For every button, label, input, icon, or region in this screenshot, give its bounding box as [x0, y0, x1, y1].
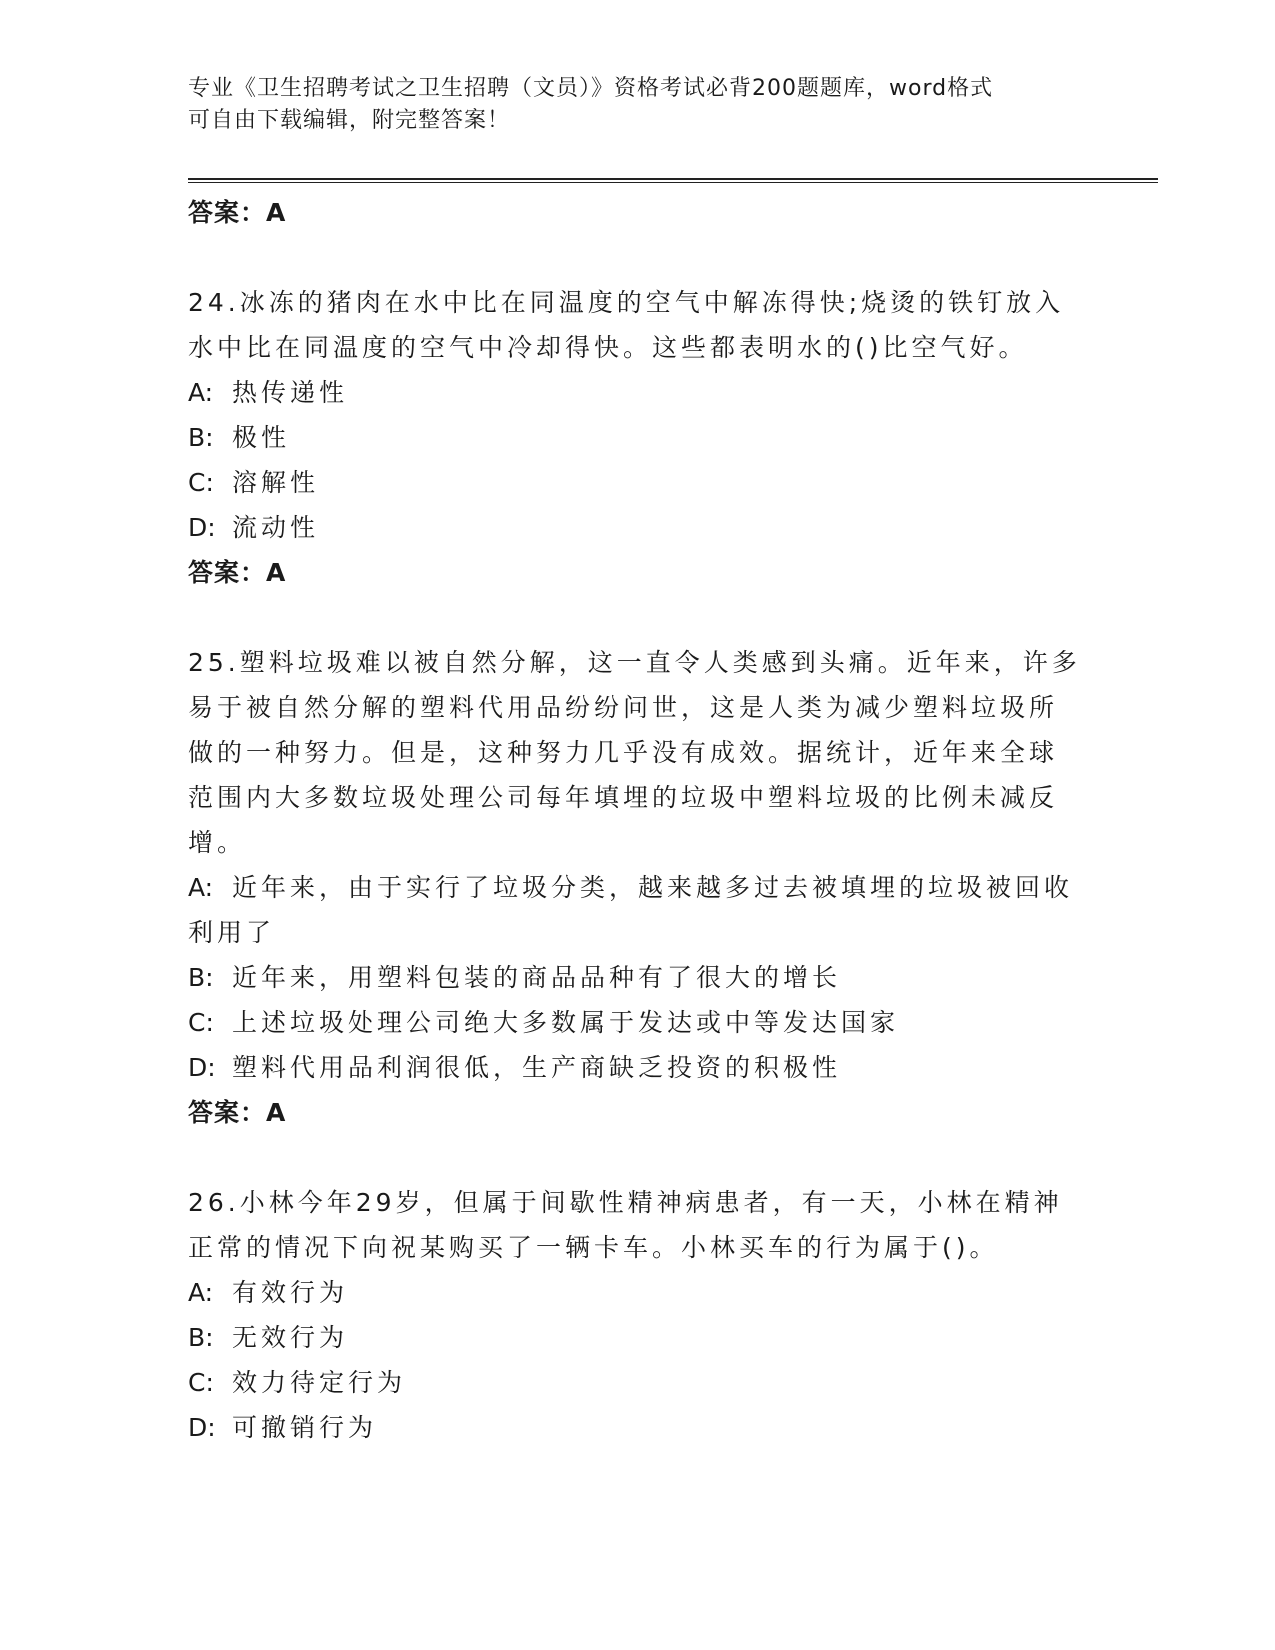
question-25 — [188, 640, 1081, 1135]
option-key: B: — [188, 423, 214, 452]
option-c — [188, 460, 1068, 505]
option-text: 效力待定行为 — [232, 1368, 407, 1397]
option-b — [188, 415, 1068, 460]
spacer — [188, 235, 1068, 280]
option-b — [188, 1315, 1068, 1360]
spacer — [188, 1135, 1068, 1180]
option-d — [188, 505, 1068, 550]
answer-q25: 答案：A — [188, 1098, 287, 1127]
option-text: 极性 — [232, 423, 291, 452]
option-text-continued: 利用了 — [188, 918, 276, 947]
spacer — [188, 595, 1068, 640]
header-title-line-2: 可自由下载编辑，附完整答案！ — [188, 108, 511, 133]
option-key: C: — [188, 468, 214, 497]
question-26 — [188, 1180, 1068, 1450]
answer-q24: 答案：A — [188, 558, 287, 587]
option-key: D: — [188, 513, 216, 542]
option-b — [188, 955, 1068, 1000]
option-key: D: — [188, 1053, 216, 1082]
document-header — [188, 73, 1068, 137]
option-a — [188, 1270, 1068, 1315]
question-line: 易于被自然分解的塑料代用品纷纷问世，这是人类为减少塑料垃圾所 — [188, 693, 1059, 722]
question-24-text — [188, 280, 1068, 370]
option-c — [188, 1360, 1068, 1405]
option-key: A: — [188, 873, 214, 902]
header-divider — [188, 178, 1158, 183]
question-line: 25.塑料垃圾难以被自然分解，这一直令人类感到头痛。近年来，许多 — [188, 648, 1081, 677]
question-line: 增。 — [188, 828, 247, 857]
option-a — [188, 865, 1074, 955]
option-text: 溶解性 — [232, 468, 320, 497]
option-c — [188, 1000, 1068, 1045]
option-text: 流动性 — [232, 513, 320, 542]
header-title-line-1: 专业《卫生招聘考试之卫生招聘（文员）》资格考试必背200题题库，word格式 — [188, 76, 994, 101]
option-key: C: — [188, 1368, 214, 1397]
answer-q23: 答案：A — [188, 198, 287, 227]
question-line: 26.小林今年29岁，但属于间歇性精神病患者，有一天，小林在精神 — [188, 1188, 1063, 1217]
question-line: 正常的情况下向祝某购买了一辆卡车。小林买车的行为属于()。 — [188, 1233, 999, 1262]
option-key: D: — [188, 1413, 216, 1442]
option-d — [188, 1045, 1068, 1090]
option-text: 有效行为 — [232, 1278, 349, 1307]
option-text: 上述垃圾处理公司绝大多数属于发达或中等发达国家 — [232, 1008, 900, 1037]
option-text: 无效行为 — [232, 1323, 349, 1352]
option-text: 塑料代用品利润很低，生产商缺乏投资的积极性 — [232, 1053, 842, 1082]
question-24 — [188, 280, 1068, 595]
option-key: C: — [188, 1008, 214, 1037]
question-line: 24.冰冻的猪肉在水中比在同温度的空气中解冻得快;烧烫的铁钉放入 — [188, 288, 1065, 317]
option-text: 近年来，由于实行了垃圾分类，越来越多过去被填埋的垃圾被回收 — [232, 873, 1074, 902]
option-text: 近年来，用塑料包装的商品品种有了很大的增长 — [232, 963, 842, 992]
question-25-text — [188, 640, 1081, 865]
option-d — [188, 1405, 1068, 1450]
option-text: 热传递性 — [232, 378, 349, 407]
option-key: B: — [188, 963, 214, 992]
question-line: 做的一种努力。但是，这种努力几乎没有成效。据统计，近年来全球 — [188, 738, 1059, 767]
option-key: A: — [188, 378, 214, 407]
option-key: B: — [188, 1323, 214, 1352]
option-text: 可撤销行为 — [232, 1413, 378, 1442]
option-key: A: — [188, 1278, 214, 1307]
question-line: 水中比在同温度的空气中冷却得快。这些都表明水的()比空气好。 — [188, 333, 1028, 362]
question-26-text — [188, 1180, 1068, 1270]
option-a — [188, 370, 1068, 415]
question-line: 范围内大多数垃圾处理公司每年填埋的垃圾中塑料垃圾的比例未减反 — [188, 783, 1059, 812]
document-body — [188, 190, 1081, 1450]
